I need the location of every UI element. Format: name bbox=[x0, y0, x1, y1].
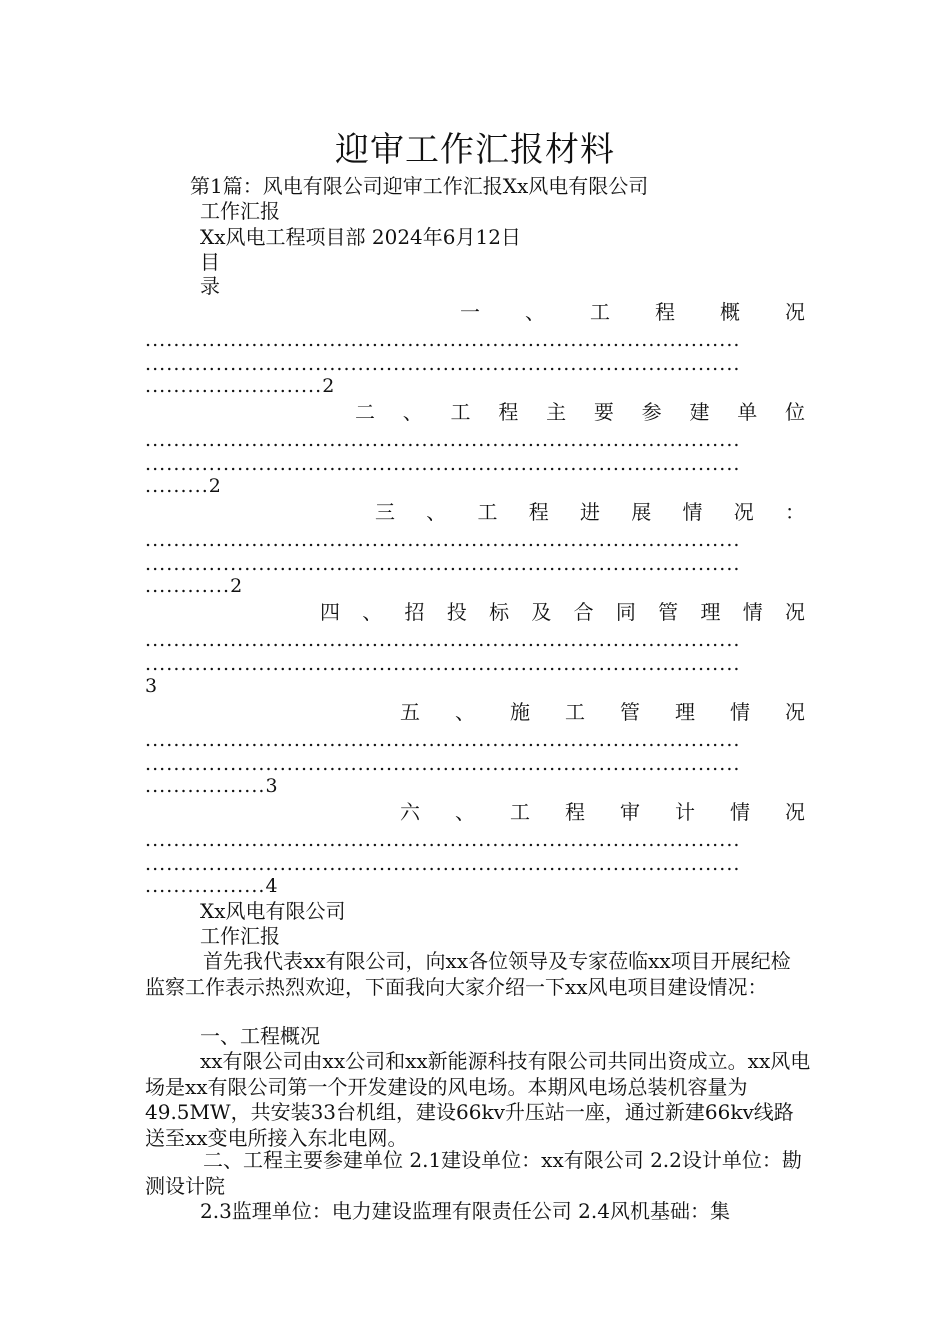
toc-entry-4-leader: .................................................................................... bbox=[145, 629, 741, 651]
toc-entry-5-leader-2: .................................................................................... bbox=[145, 753, 741, 775]
section-2-continued: 2.3监理单位：电力建设监理有限责任公司 2.4风机基础：集 bbox=[200, 1199, 730, 1223]
toc-entry-5-leader: .................................................................................... bbox=[145, 729, 741, 751]
toc-entry-4-heading: 四 、 招 投 标 及 合 同 管 理 情 况 bbox=[320, 600, 805, 624]
toc-entry-3-leader-2: .................................................................................... bbox=[145, 553, 741, 575]
header-line-3: Xx风电工程项目部 2024年6月12日 bbox=[200, 225, 521, 249]
toc-entry-1-leader-2: .................................................................................... bbox=[145, 353, 741, 375]
section-2-paragraph: 二、工程主要参建单位 2.1建设单位：xx有限公司 2.2设计单位：勘测设计院 bbox=[145, 1148, 802, 1198]
toc-entry-3-heading: 三 、 工 程 进 展 情 况 ： bbox=[375, 500, 805, 524]
header-line-2: 工作汇报 bbox=[200, 199, 280, 223]
report-label: 工作汇报 bbox=[200, 924, 280, 948]
toc-entry-3-leader: .................................................................................... bbox=[145, 529, 741, 551]
toc-entry-2-leader: .................................................................................... bbox=[145, 429, 741, 451]
section-1-paragraph: xx有限公司由xx公司和xx新能源科技有限公司共同出资成立。xx风电场是xx有限公司第一个开发建设的风电场。本期风电场总装机容量为49.5MW，共安装33台机组，建设66kv升压站一座，通过新建66kv线路送至xx变电所接入东北电网。 bbox=[145, 1049, 811, 1150]
toc-entry-6-leader-2: .................................................................................... bbox=[145, 853, 741, 875]
toc-entry-4-leader-2: .................................................................................... bbox=[145, 653, 741, 675]
toc-entry-2-heading: 二 、 工 程 主 要 参 建 单 位 bbox=[355, 400, 805, 424]
toc-entry-1-leader: .................................................................................... bbox=[145, 329, 741, 351]
header-line-1: 第1篇：风电有限公司迎审工作汇报Xx风电有限公司 bbox=[190, 174, 649, 198]
toc-label-1: 目 bbox=[200, 250, 220, 274]
toc-entry-5-heading: 五 、 施 工 管 理 情 况 bbox=[400, 700, 805, 724]
toc-entry-1-heading: 一 、 工 程 概 况 bbox=[460, 300, 805, 324]
toc-entry-3-page: ............2 bbox=[145, 575, 244, 597]
toc-entry-2-page: .........2 bbox=[145, 475, 222, 497]
toc-entry-6-leader: .................................................................................... bbox=[145, 829, 741, 851]
toc-entry-6-page: .................4 bbox=[145, 875, 279, 897]
toc-entry-2-leader-2: .................................................................................... bbox=[145, 453, 741, 475]
section-1-title: 一、工程概况 bbox=[200, 1024, 320, 1048]
document-title: 迎审工作汇报材料 bbox=[335, 130, 615, 170]
toc-entry-1-page: .........................2 bbox=[145, 375, 336, 397]
intro-paragraph: 首先我代表xx有限公司，向xx各位领导及专家莅临xx项目开展纪检监察工作表示热烈欢迎，下面我向大家介绍一下xx风电项目建设情况： bbox=[145, 949, 791, 999]
toc-entry-5-page: .................3 bbox=[145, 775, 279, 797]
company-name: Xx风电有限公司 bbox=[200, 899, 346, 923]
toc-entry-6-heading: 六 、 工 程 审 计 情 况 bbox=[400, 800, 805, 824]
toc-label-2: 录 bbox=[200, 274, 220, 298]
toc-entry-4-page: 3 bbox=[145, 675, 159, 697]
